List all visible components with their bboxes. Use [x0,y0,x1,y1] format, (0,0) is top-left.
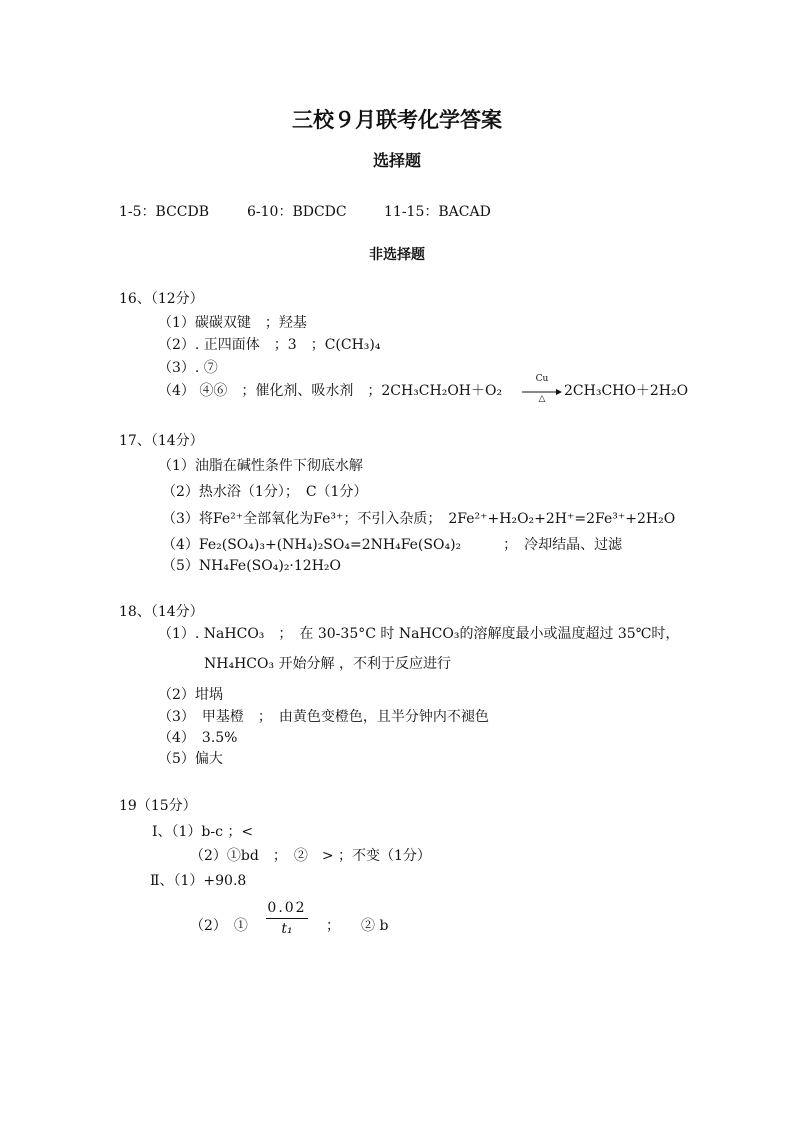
q17-answer-5: （5）NH₄Fe(SO₄)₂·12H₂O [162,558,341,574]
q16-answer-2: （2）. 正四面体 ；3 ；C(CH₃)₄ [158,337,381,353]
fraction-numerator: 0.02 [267,900,307,916]
q17-answer-4: （4）Fe₂(SO₄)₃+(NH₄)₂SO₄=2NH₄Fe(SO₄)₂ ； 冷却结晶、过滤 [162,537,623,553]
reaction-heat-label: △ [538,394,546,404]
fraction [266,900,308,937]
q19-heading: 19（15分） [119,798,197,814]
q19-part1-answer-1: Ⅰ、（1）b-c ；< [152,824,254,840]
q18-heading: 18、（14分） [119,604,204,620]
q18-answer-4: （4） 3.5% [158,730,238,746]
section-heading-non-multiple-choice: 非选择题 [369,247,425,263]
q19-part2-answer-2b: ； ② b [326,918,389,934]
section-heading-multiple-choice: 选择题 [372,151,421,170]
q19-part2-answer-2a: （2） ① [190,918,248,934]
q18-answer-1: （1）. NaHCO₃ ； 在 30-35°C 时 NaHCO₃的溶解度最小或温度超过 35℃时， [158,626,680,642]
q16-answer-4a: （4） ④⑥ ；催化剂、吸水剂 ；2CH₃CH₂OH＋O₂ [158,383,503,399]
mc-answers-1-5: 1-5：BCCDB [119,204,210,220]
q16-answer-3: （3）. ⑦ [158,360,218,376]
q19-part2-answer-1: Ⅱ、（1）+90.8 [150,873,247,889]
mc-answers-11-15: 11-15：BACAD [384,204,491,220]
fraction-bar [266,918,308,919]
mc-answers-6-10: 6-10：BDCDC [247,204,347,220]
q18-answer-5: （5）偏大 [158,751,223,767]
q16-answer-4b: 2CH₃CHO＋2H₂O [564,383,689,399]
q16-heading: 16、（12分） [119,291,204,307]
q17-heading: 17、（14分） [119,433,204,449]
q17-answer-1: （1）油脂在碱性条件下彻底水解 [158,458,363,474]
q18-answer-3: （3） 甲基橙 ； 由黄色变橙色，且半分钟内不褪色 [158,709,489,725]
q16-answer-1: （1）碳碳双键 ；羟基 [158,315,307,331]
q18-answer-2: （2）坩埚 [158,687,223,703]
q17-answer-2: （2）热水浴（1分）； C（1分） [162,484,368,500]
fraction-denominator: t₁ [281,921,293,937]
q18-answer-1-continued: NH₄HCO₃ 开始分解 ，不利于反应进行 [204,656,451,672]
q19-part1-answer-2: （2）①bd ； ② > ；不变（1分） [190,848,431,864]
reaction-catalyst-label: Cu [535,374,549,384]
q17-answer-3: （3）将Fe²⁺全部氧化为Fe³⁺；不引入杂质； 2Fe²⁺+H₂O₂+2H⁺=2Fe³⁺+2H₂O [162,511,676,527]
page-title: 三校９月联考化学答案 [292,107,502,132]
